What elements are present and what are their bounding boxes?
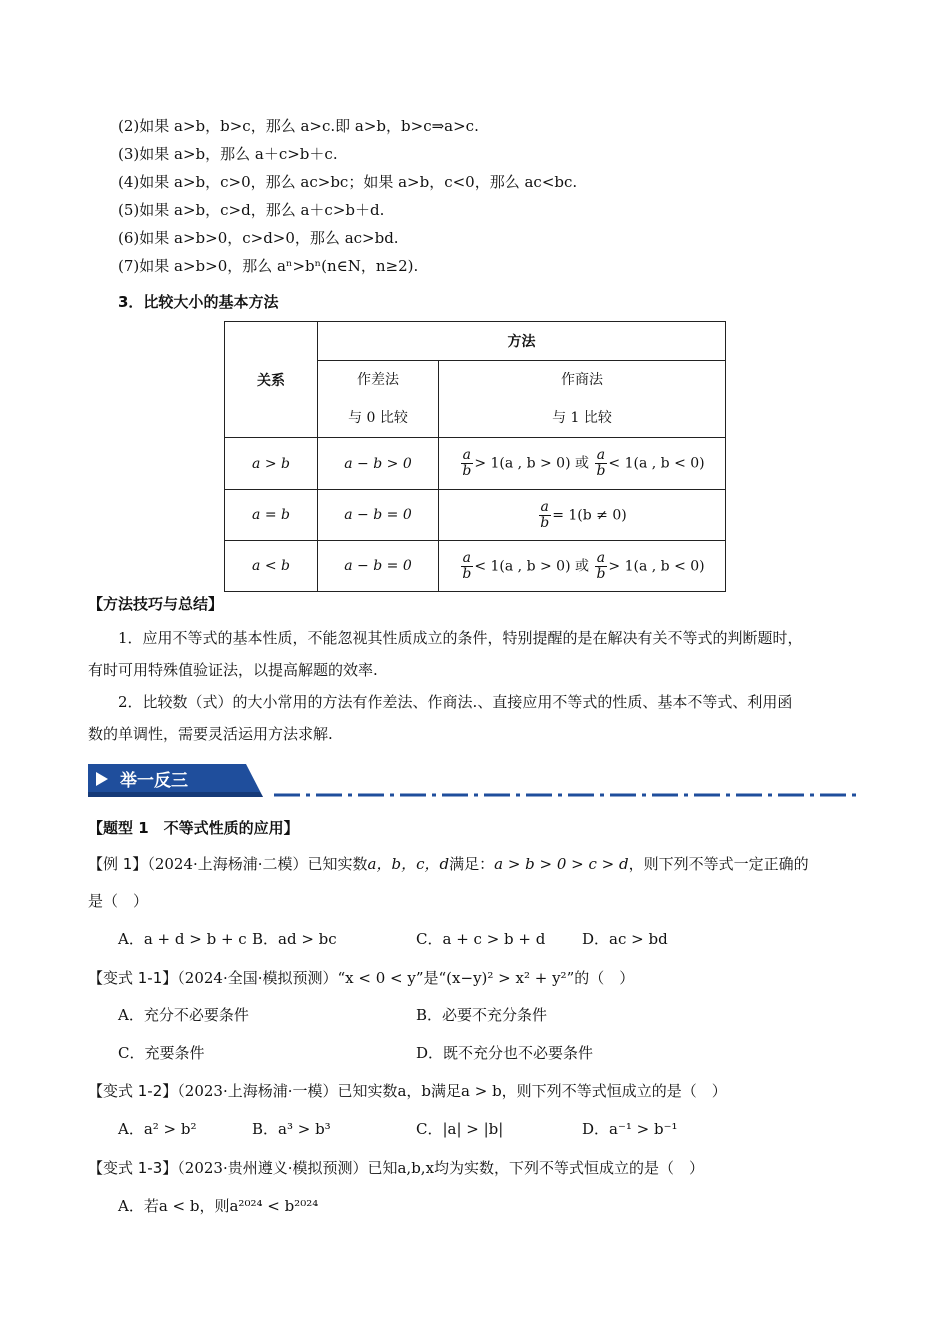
diff-cell: a − b = 0 — [318, 541, 439, 592]
relation-cell: a = b — [225, 490, 318, 541]
header-quotient-method — [439, 361, 726, 438]
header-relation: 关系 — [225, 322, 318, 438]
fraction: $\frac{a}{b}$ — [462, 447, 472, 479]
header-method: 方法 — [318, 322, 726, 361]
variant-1-2: 【变式 1-2】（2023·上海杨浦·一模）已知实数a，b满足a > b，则下列不等式恒成立的是（ ） — [88, 1082, 727, 1100]
tip-1-line-2: 有时可用特殊值验证法，以提高解题的效率. — [88, 661, 378, 679]
diff-sub: 与 0 比较 — [348, 410, 408, 426]
relation-cell: a > b — [225, 438, 318, 490]
fraction: $\frac{a}{b}$ — [540, 498, 550, 531]
tips-title: 【方法技巧与总结】 — [88, 595, 224, 613]
fraction: $\frac{a}{b}$ — [596, 549, 606, 582]
table-row — [225, 541, 726, 592]
v11-option-b: B．必要不充分条件 — [416, 1006, 548, 1024]
diff-title: 作差法 — [357, 372, 399, 388]
ex1-option-a: A．a + d > b + c — [118, 930, 247, 948]
property-3: (3)如果 a>b，那么 a＋c>b＋c. — [118, 145, 338, 163]
relation-cell: a < b — [225, 541, 318, 592]
banner-dash-line — [274, 793, 862, 797]
type-1-title: 【题型 1 不等式性质的应用】 — [88, 819, 299, 837]
section-3-title: 3．比较大小的基本方法 — [118, 293, 279, 311]
quot-title: 作商法 — [561, 372, 603, 388]
quot-sub: 与 1 比较 — [552, 410, 612, 426]
ex1-option-c: C．a + c > b + d — [416, 930, 546, 948]
tip-2-line-2: 数的单调性，需要灵活运用方法求解. — [88, 725, 333, 743]
quotient-cell: $\frac{a}{b}$ < 1(a , b > 0) 或 $\frac{a}{b}$ > 1(a , b < 0) — [439, 541, 726, 592]
v12-option-b: B．a³ > b³ — [252, 1120, 331, 1138]
ex1-option-d: D．ac > bd — [582, 930, 668, 948]
comparison-table — [224, 321, 726, 592]
diff-cell: a − b > 0 — [318, 438, 439, 490]
property-5: (5)如果 a>b，c>d，那么 a＋c>b＋d. — [118, 201, 385, 219]
fraction: $\frac{a}{b}$ — [596, 447, 606, 479]
variant-1-3: 【变式 1-3】（2023·贵州遵义·模拟预测）已知a,b,x均为实数，下列不等式恒成立的是（ ） — [88, 1159, 705, 1177]
v11-option-c: C．充要条件 — [118, 1044, 205, 1062]
v12-option-c: C．|a| > |b| — [416, 1120, 504, 1138]
header-difference-method — [318, 361, 439, 438]
tip-2-line-1: 2．比较数（式）的大小常用的方法有作差法、作商法.、直接应用不等式的性质、基本不等式、利用函 — [118, 693, 793, 711]
example-1-line-1: 【例 1】（2024·上海杨浦·二模）已知实数a，b，c，d满足：a > b > 0 > c > d，则下列不等式一定正确的 — [88, 855, 809, 873]
property-4: (4)如果 a>b，c>0，那么 ac>bc；如果 a>b，c<0，那么 ac<bc. — [118, 173, 578, 191]
ex1-option-b: B．ad > bc — [252, 930, 337, 948]
v13-option-a: A．若a < b，则a²⁰²⁴ < b²⁰²⁴ — [118, 1197, 319, 1215]
v11-option-a: A．充分不必要条件 — [118, 1006, 249, 1024]
v11-option-d: D．既不充分也不必要条件 — [416, 1044, 594, 1062]
diff-cell: a − b = 0 — [318, 490, 439, 541]
property-7: (7)如果 a>b>0，那么 aⁿ>bⁿ(n∈N，n≥2). — [118, 257, 419, 275]
fraction: $\frac{a}{b}$ — [462, 549, 472, 582]
table-row — [225, 438, 726, 490]
tip-1-line-1: 1．应用不等式的基本性质，不能忽视其性质成立的条件，特别提醒的是在解决有关不等式的判断题时， — [118, 629, 803, 647]
variant-1-1: 【变式 1-1】（2024·全国·模拟预测）“x < 0 < y”是“(x−y)² > x² + y²”的（ ） — [88, 969, 635, 987]
property-6: (6)如果 a>b>0，c>d>0，那么 ac>bd. — [118, 229, 399, 247]
v12-option-a: A．a² > b² — [118, 1120, 197, 1138]
section-banner — [88, 764, 263, 797]
quotient-cell: $\frac{a}{b}$ > 1(a , b > 0) 或 $\frac{a}{b}$ < 1(a , b < 0) — [439, 438, 726, 490]
property-2: (2)如果 a>b，b>c，那么 a>c.即 a>b，b>c⇒a>c. — [118, 117, 479, 135]
banner-label: 举一反三 — [120, 771, 188, 791]
v12-option-d: D．a⁻¹ > b⁻¹ — [582, 1120, 678, 1138]
table-row — [225, 490, 726, 541]
example-1-line-2: 是（ ） — [88, 892, 149, 910]
quotient-cell: $\frac{a}{b}$ = 1(b ≠ 0) — [439, 490, 726, 541]
